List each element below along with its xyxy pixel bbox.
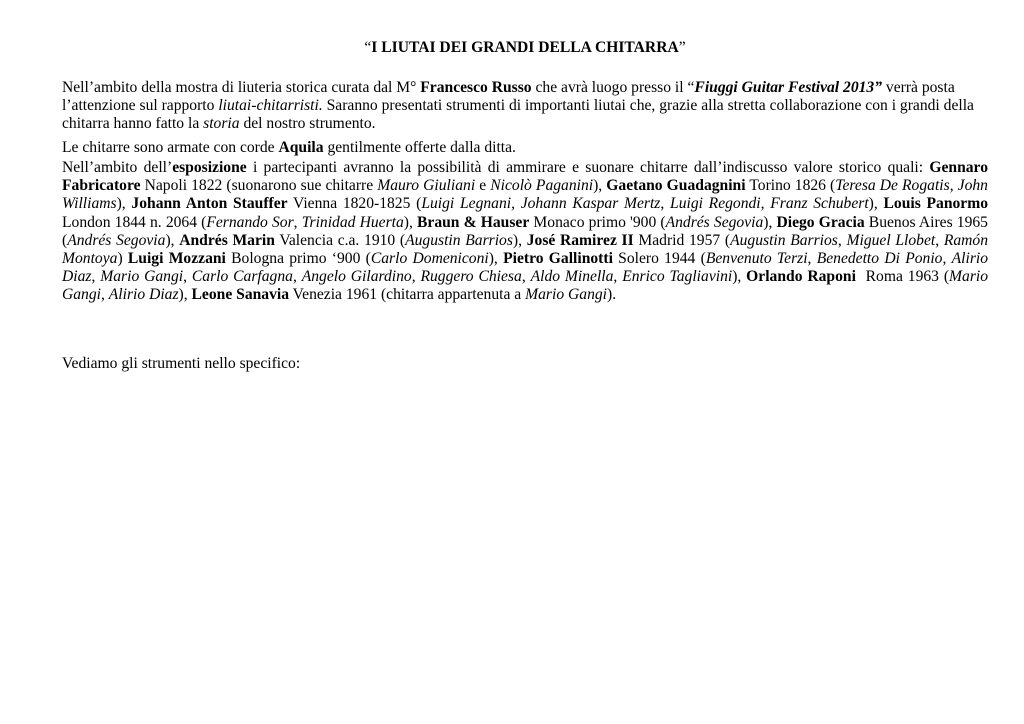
player-name: Benedetto Di Ponio (816, 250, 943, 268)
player-name: Alirio Diaz (108, 286, 179, 304)
player-name: Carlo Carfagna (191, 268, 293, 286)
player-name: Ruggero Chiesa (420, 268, 522, 286)
exhibition-text: Nell’ambito dell’ (62, 159, 173, 176)
exhibition-text: Venezia 1961 (chitarra appartenuta a (289, 286, 526, 304)
exhibition-text: ), (178, 286, 192, 304)
exhibition-text: , (411, 268, 421, 286)
luthier-name: Braun & Hauser (417, 213, 530, 231)
intro-text: Saranno presentati strumenti di importanti liutai che, grazie alla stretta collaborazione con i grandi della chitarra hanno fatto la (62, 97, 974, 133)
strings-text: Le chitarre sono armate con corde (62, 139, 279, 156)
exhibition-text: Madrid 1957 ( (633, 231, 731, 249)
player-name: Enrico Tagliavini (622, 268, 733, 286)
exhibition-text: ). (607, 286, 617, 304)
title-close-quote: ” (678, 39, 686, 56)
player-name: Ramón Montoya (62, 231, 989, 268)
strings-text: gentilmente offerte dalla ditta. (323, 139, 516, 156)
luthier-name: Andrés Marin (179, 231, 275, 249)
exhibition-text: , (807, 250, 817, 268)
player-name: Miguel Llobet (846, 231, 936, 249)
player-name: Andrés Segovia (67, 231, 166, 249)
intro-text: che avrà luogo presso il “ (531, 79, 695, 96)
exhibition-text: , (942, 250, 952, 268)
relation-term: liutai-chitarristi. (218, 97, 323, 115)
player-name: Mario Gangi (525, 286, 607, 304)
exhibition-text: , (949, 177, 958, 195)
exhibition-text: ), (116, 195, 132, 213)
strings-brand: Aquila (278, 139, 324, 156)
exhibition-text: , (91, 268, 101, 286)
strings-paragraph (62, 139, 988, 157)
exhibition-text: Valencia c.a. 1910 ( (274, 231, 406, 249)
player-name: Trinidad Huerta (301, 213, 404, 231)
exhibition-text: ), (593, 177, 607, 195)
exhibition-text: , (660, 195, 671, 213)
intro-paragraph (62, 79, 988, 134)
luthier-name: Luigi Mozzani (127, 250, 226, 268)
player-name: Augustin Barrios (730, 231, 838, 249)
exhibition-text: Napoli 1822 (suonarono sue chitarre (140, 177, 378, 195)
player-name: Aldo Minella (530, 268, 614, 286)
exhibition-text: Monaco primo '900 ( (529, 213, 666, 231)
luthier-name: Pietro Gallinotti (503, 250, 613, 268)
player-name: Mario Gangi (62, 268, 989, 304)
exhibition-text: , (100, 286, 109, 304)
exhibition-text: , (521, 268, 531, 286)
luthier-name: Johann Anton Stauffer (131, 195, 288, 213)
player-name: Luigi Legnani, Johann Kaspar Mertz (421, 195, 661, 213)
intro-text: del nostro strumento. (239, 115, 376, 133)
player-name: Nicolò Paganini (490, 177, 594, 195)
luthier-name: Louis Panormo (883, 195, 988, 213)
player-name: Fernando Sor (206, 213, 294, 231)
luthier-name: Gaetano Guadagnini (606, 177, 746, 195)
player-name: Benvenuto Terzi (705, 250, 808, 268)
storia-term: storia (203, 115, 240, 133)
curator-name: Francesco Russo (420, 79, 532, 96)
luthier-name: Gennaro Fabricatore (62, 159, 988, 195)
luthier-name: José Ramirez II (526, 231, 634, 249)
player-name: Alirio Diaz (62, 250, 989, 286)
intro-text: Nell’ambito della mostra di liuteria storica curata dal M° (62, 79, 421, 96)
exhibition-text: Roma 1963 ( (855, 268, 950, 286)
exhibition-text: , (837, 231, 847, 249)
exhibition-text: Vienna 1820-1825 ( (287, 195, 422, 213)
closing-paragraph: Vediamo gli strumenti nello specifico: (62, 355, 301, 372)
exhibition-text: ), (165, 231, 180, 249)
exhibition-text: i partecipanti avranno la possibilità di ammirare e suonare chitarre dall’indiscusso valore storico quali: (246, 159, 930, 176)
player-name: Mario Gangi (100, 268, 184, 286)
exhibition-text: ) (117, 250, 128, 268)
exhibition-text: ), (488, 250, 504, 268)
esposizione-term: esposizione (172, 159, 247, 176)
exhibition-text: e (475, 177, 491, 195)
player-name: Augustin Barrios (405, 231, 513, 249)
exhibition-text: , (613, 268, 623, 286)
exhibition-text: , (183, 268, 192, 286)
title-text: I LIUTAI DEI GRANDI DELLA CHITARRA (371, 39, 679, 56)
document-title (62, 39, 988, 57)
exhibition-text: ), (763, 213, 777, 231)
player-name: Angelo Gilardino (301, 268, 412, 286)
exhibition-text: ), (732, 268, 747, 286)
luthier-name: Orlando Raponi (746, 268, 856, 286)
exhibition-text: Bologna primo ‘900 ( (225, 250, 371, 268)
exhibition-text: ), (868, 195, 884, 213)
player-name: Andrés Segovia (665, 213, 764, 231)
festival-name: Fiuggi Guitar Festival 2013” (694, 79, 883, 96)
exhibition-text: Buenos Aires 1965 ( (62, 213, 988, 249)
exhibition-paragraph (62, 159, 988, 305)
exhibition-text: ), (403, 213, 418, 231)
exhibition-text: , (935, 231, 944, 249)
player-name: Mauro Giuliani (377, 177, 476, 195)
player-name: Teresa De Rogatis (835, 177, 950, 195)
player-name: Carlo Domeniconi (370, 250, 489, 268)
exhibition-text: Solero 1944 ( (612, 250, 706, 268)
exhibition-text: , (292, 268, 302, 286)
exhibition-text: London 1844 n. 2064 ( (62, 213, 207, 231)
exhibition-text: ), (512, 231, 527, 249)
title-open-quote: “ (364, 39, 372, 56)
intro-text: verrà posta l’attenzione sul rapporto (62, 79, 955, 115)
luthier-name: Diego Gracia (776, 213, 865, 231)
luthier-name: Leone Sanavia (191, 286, 290, 304)
player-name: Luigi Regondi, Franz Schubert (670, 195, 869, 213)
exhibition-text: , (293, 213, 302, 231)
player-name: John Williams (62, 177, 988, 213)
exhibition-text: Torino 1826 ( (745, 177, 836, 195)
